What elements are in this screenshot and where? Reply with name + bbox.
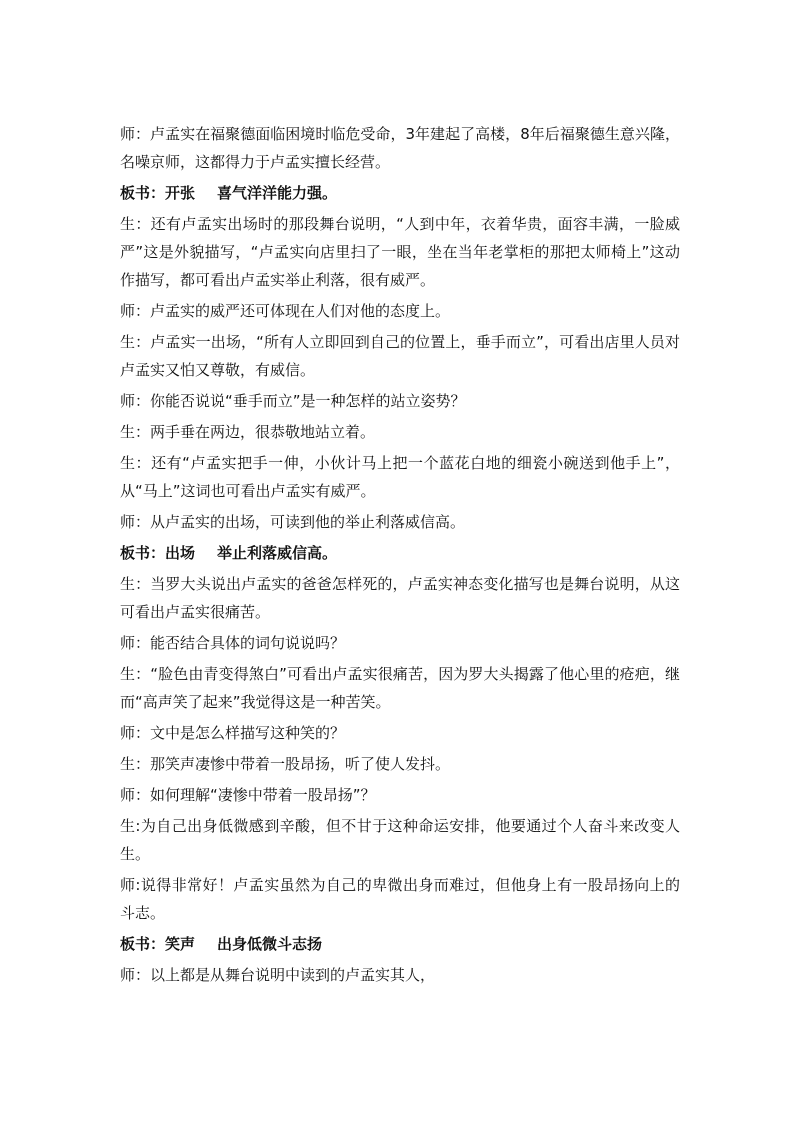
dialogue-paragraph: 生：卢孟实一出场，“所有人立即回到自己的位置上，垂手而立”，可看出店里人员对卢孟实又怕又尊敬，有威信。 bbox=[120, 333, 680, 379]
dialogue-paragraph: 师:说得非常好！卢孟实虽然为自己的卑微出身而难过，但他身上有一股昂扬向上的斗志。 bbox=[120, 876, 680, 922]
dialogue-paragraph: 师：你能否说说“垂手而立”是一种怎样的站立姿势？ bbox=[120, 392, 466, 410]
dialogue-paragraph: 生:为自己出身低微感到辛酸，但不甘于这种命运安排，他要通过个人奋斗来改变人生。 bbox=[120, 817, 680, 863]
dialogue-paragraph: 师：卢孟实在福聚德面临困境时临危受命，3年建起了高楼，8年后福聚德生意兴隆，名噪京师，这都得力于卢孟实擅长经营。 bbox=[120, 125, 680, 171]
board-label: 板书：出场 bbox=[120, 544, 196, 562]
dialogue-paragraph: 生：还有卢孟实出场时的那段舞台说明，“人到中年，衣着华贵，面容丰满，一脸威严”这是外貌描写，“卢孟实向店里扫了一眼，坐在当年老掌柜的那把太师椅上”这动作描写，都可看出卢孟实举止利落，很有威严。 bbox=[120, 215, 680, 289]
board-note bbox=[120, 930, 680, 961]
dialogue-paragraph: 生：“脸色由青变得煞白”可看出卢孟实很痛苦，因为罗大头揭露了他心里的疮疤，继而“高声笑了起来”我觉得这是一种苦笑。 bbox=[120, 665, 680, 711]
board-label: 板书：开张 bbox=[120, 184, 196, 202]
board-label: 板书：笑声 bbox=[120, 935, 196, 953]
document-body bbox=[120, 120, 680, 992]
dialogue-paragraph: 师：卢孟实的威严还可体现在人们对他的态度上。 bbox=[120, 302, 451, 320]
dialogue-paragraph: 生：两手垂在两边，很恭敬地站立着。 bbox=[120, 423, 376, 441]
dialogue-paragraph: 生：那笑声凄惨中带着一股昂扬，听了使人发抖。 bbox=[120, 755, 451, 773]
dialogue-paragraph: 师：以上都是从舞台说明中读到的卢孟实其人， bbox=[120, 966, 436, 984]
board-text: 举止利落威信高。 bbox=[217, 544, 338, 562]
dialogue-paragraph: 师：能否结合具体的词句说说吗？ bbox=[120, 634, 346, 652]
dialogue-paragraph: 师：从卢孟实的出场，可读到他的举止利落威信高。 bbox=[120, 513, 466, 531]
dialogue-paragraph: 师：文中是怎么样描写这种笑的？ bbox=[120, 724, 346, 742]
dialogue-paragraph: 生：还有“卢孟实把手一伸，小伙计马上把一个蓝花白地的细瓷小碗送到他手上”，从“马上”这词也可看出卢孟实有威严。 bbox=[120, 454, 680, 500]
dialogue-paragraph: 师：如何理解“凄惨中带着一股昂扬”？ bbox=[120, 786, 376, 804]
board-text: 喜气洋洋能力强。 bbox=[217, 184, 338, 202]
board-note bbox=[120, 179, 680, 210]
dialogue-paragraph: 生：当罗大头说出卢孟实的爸爸怎样死的，卢孟实神态变化描写也是舞台说明，从这可看出卢孟实很痛苦。 bbox=[120, 575, 680, 621]
board-text: 出身低微斗志扬 bbox=[217, 935, 323, 953]
board-note bbox=[120, 539, 680, 570]
